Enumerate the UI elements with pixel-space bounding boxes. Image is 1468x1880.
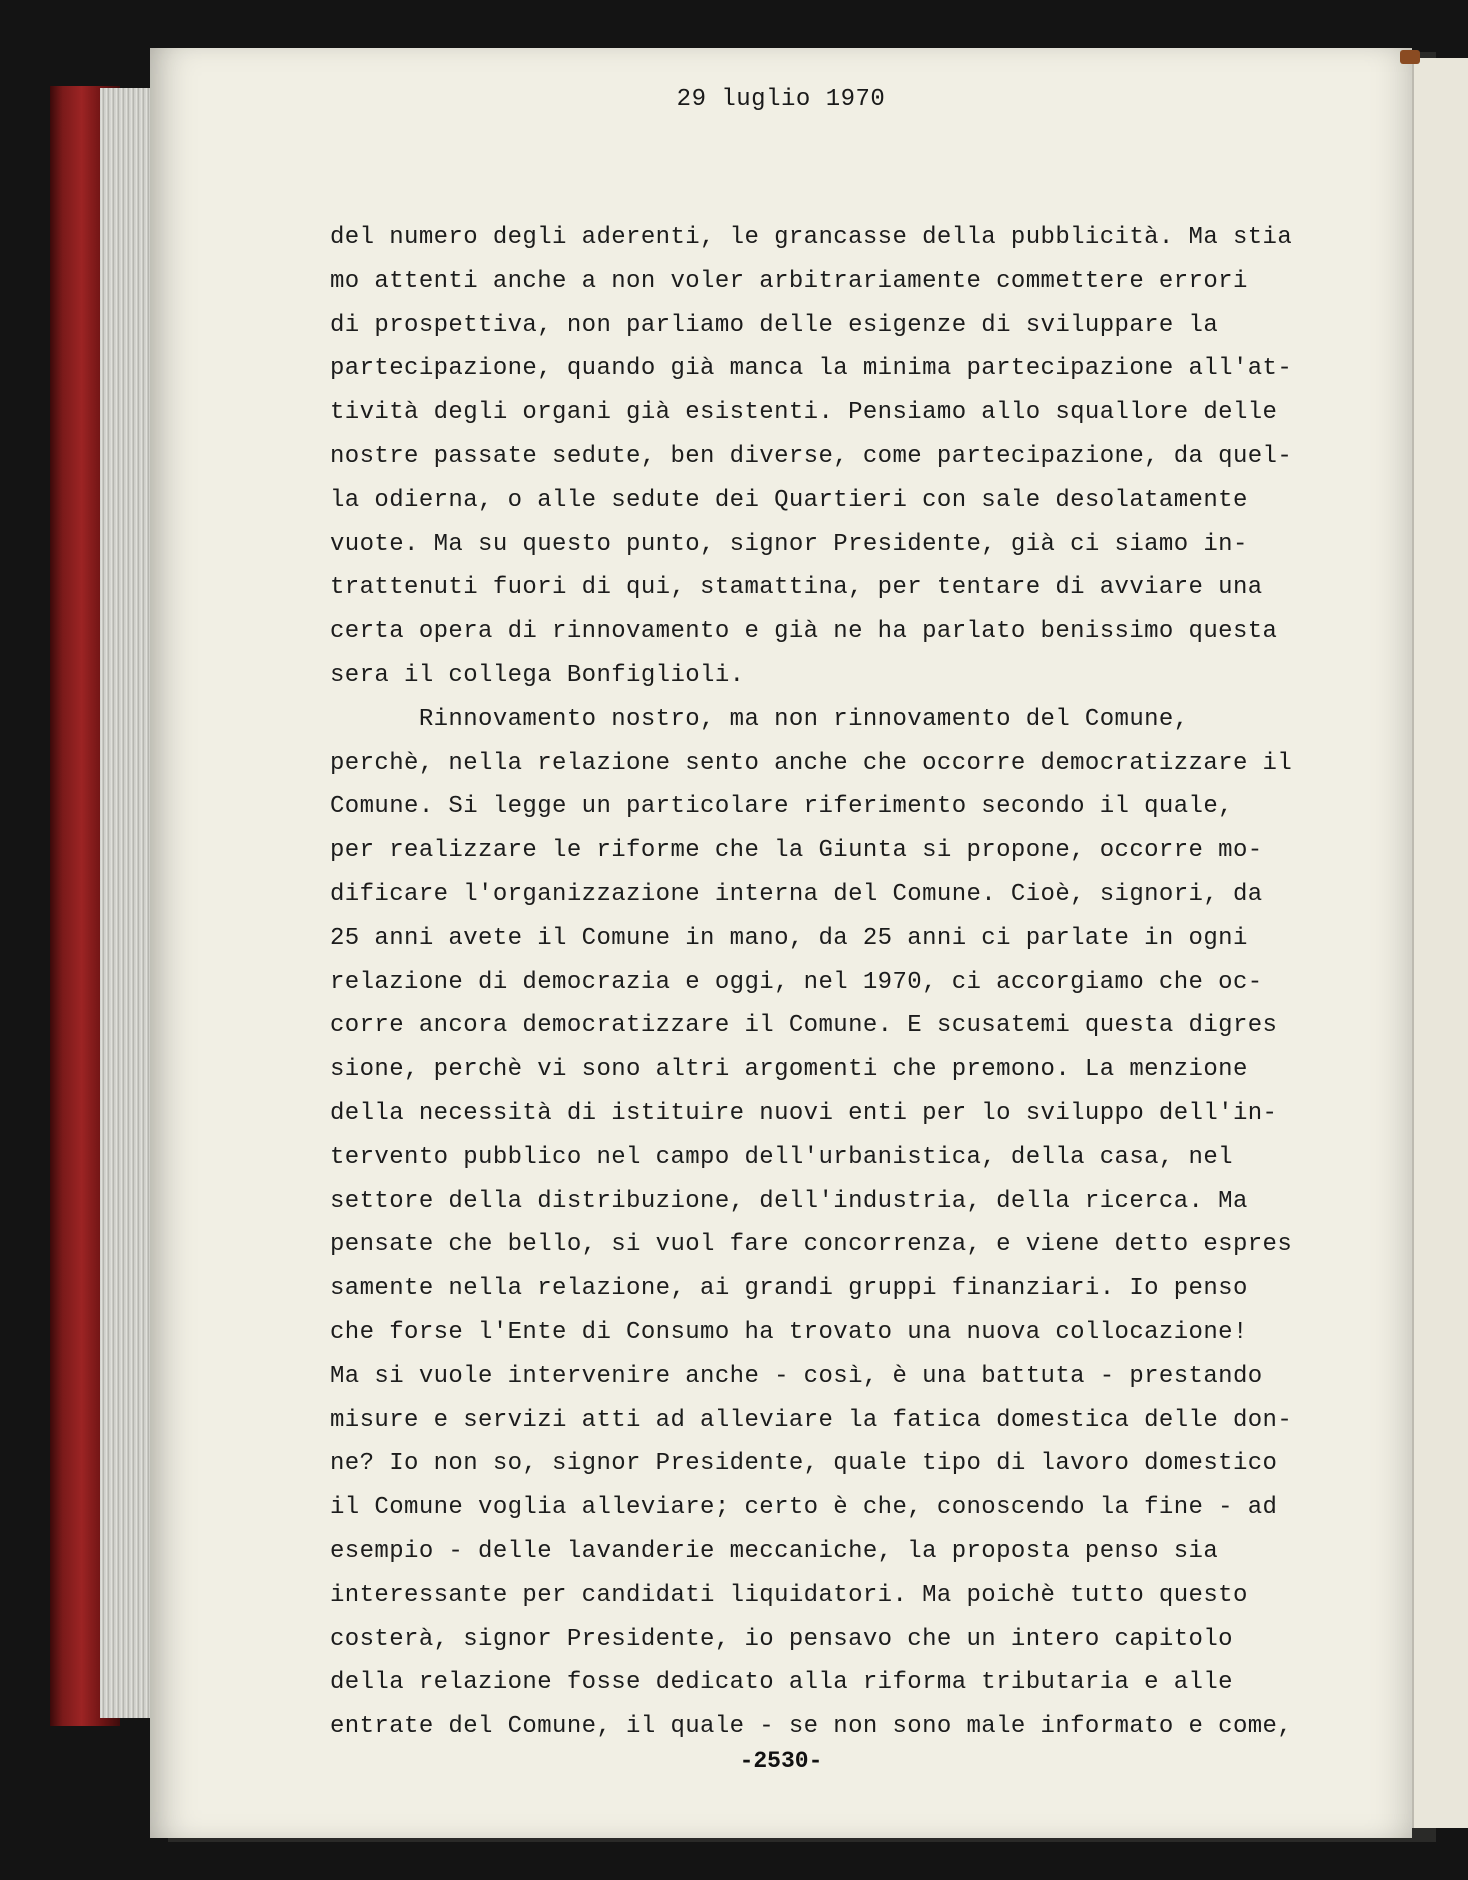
text-line: entrate del Comune, il quale - se non sono male informato e come, [330, 1713, 1293, 1741]
text-line: della necessità di istituire nuovi enti per lo sviluppo dell'in- [330, 1099, 1278, 1127]
text-line: settore della distribuzione, dell'industria, della ricerca. Ma [330, 1187, 1248, 1215]
text-line: tervento pubblico nel campo dell'urbanistica, della casa, nel [330, 1143, 1233, 1171]
text-line: dificare l'organizzazione interna del Comune. Cioè, signori, da [330, 880, 1263, 908]
text-line: per realizzare le riforme che la Giunta si propone, occorre mo- [330, 837, 1263, 865]
text-line: che forse l'Ente di Consumo ha trovato una nuova collocazione! [330, 1318, 1248, 1346]
facing-page-edge [1412, 58, 1468, 1828]
text-line: corre ancora democratizzare il Comune. E scusatemi questa digres [330, 1012, 1278, 1040]
document-page [150, 48, 1412, 1838]
text-line: ne? Io non so, signor Presidente, quale tipo di lavoro domestico [330, 1450, 1278, 1478]
body-text [330, 216, 1360, 1749]
text-line: sera il collega Bonfiglioli. [330, 661, 745, 689]
text-line: il Comune voglia alleviare; certo è che, conoscendo la fine - ad [330, 1494, 1278, 1522]
text-line: 25 anni avete il Comune in mano, da 25 anni ci parlate in ogni [330, 924, 1248, 952]
text-line: misure e servizi atti ad alleviare la fatica domestica delle don- [330, 1406, 1293, 1434]
text-line: costerà, signor Presidente, io pensavo che un intero capitolo [330, 1625, 1233, 1653]
text-line: pensate che bello, si vuol fare concorrenza, e viene detto espres [330, 1231, 1293, 1259]
text-line: della relazione fosse dedicato alla riforma tributaria e alle [330, 1669, 1233, 1697]
text-line: mo attenti anche a non voler arbitrariamente commettere errori [330, 267, 1248, 295]
text-line: nostre passate sedute, ben diverse, come partecipazione, da quel- [330, 442, 1293, 470]
text-line: Comune. Si legge un particolare riferimento secondo il quale, [330, 793, 1233, 821]
text-line: Ma si vuole intervenire anche - così, è una battuta - prestando [330, 1362, 1263, 1390]
text-line: sione, perchè vi sono altri argomenti che premono. La menzione [330, 1056, 1248, 1084]
text-line: del numero degli aderenti, le grancasse della pubblicità. Ma stia [330, 224, 1293, 251]
text-line: vuote. Ma su questo punto, signor Presidente, già ci siamo in- [330, 530, 1248, 558]
text-line: partecipazione, quando già manca la minima partecipazione all'at- [330, 355, 1293, 383]
text-line: certa opera di rinnovamento e già ne ha parlato benissimo questa [330, 618, 1278, 646]
text-line: esempio - delle lavanderie meccaniche, la proposta penso sia [330, 1537, 1219, 1565]
page-number: -2530- [739, 1748, 823, 1774]
text-line: di prospettiva, non parliamo delle esigenze di sviluppare la [330, 311, 1219, 339]
text-line: trattenuti fuori di qui, stamattina, per tentare di avviare una [330, 574, 1263, 602]
text-line: relazione di democrazia e oggi, nel 1970, ci accorgiamo che oc- [330, 968, 1263, 996]
page-date-header: 29 luglio 1970 [676, 86, 886, 113]
text-line: Rinnovamento nostro, ma non rinnovamento del Comune, [330, 705, 1189, 733]
binder-clip [1400, 50, 1420, 64]
text-line: perchè, nella relazione sento anche che occorre democratizzare il [330, 749, 1293, 777]
text-line: tività degli organi già esistenti. Pensiamo allo squallore delle [330, 399, 1278, 427]
text-line: la odierna, o alle sedute dei Quartieri con sale desolatamente [330, 486, 1248, 514]
text-line: interessante per candidati liquidatori. Ma poichè tutto questo [330, 1581, 1248, 1609]
text-line: samente nella relazione, ai grandi gruppi finanziari. Io penso [330, 1275, 1248, 1303]
